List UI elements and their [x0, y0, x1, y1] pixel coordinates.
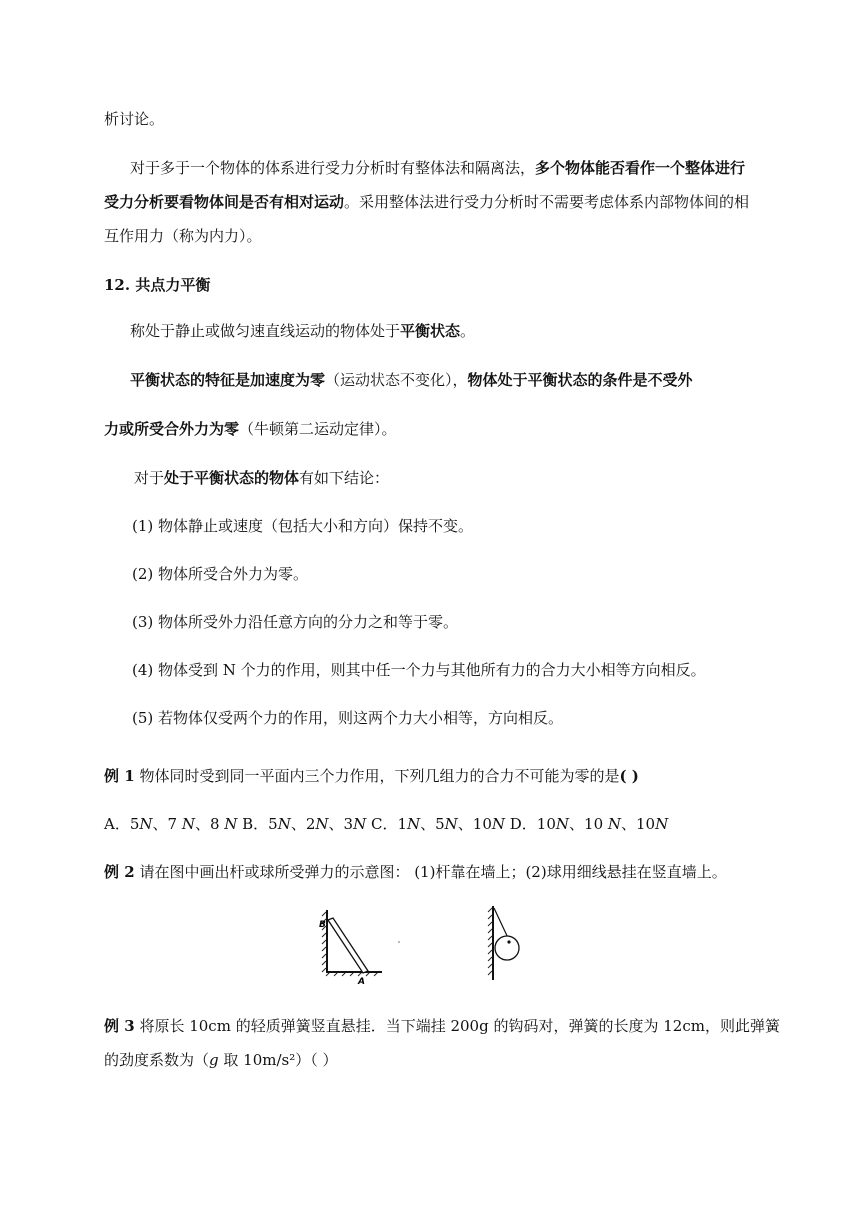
example-3-text: 将原长 10cm 的轻质弹簧竖直悬挂．当下端挂 200g 的钩码对，弹簧的长度为 12cm，则此弹簧 [134, 1017, 780, 1035]
whole-method-line-2 [104, 191, 749, 213]
ball-center [507, 940, 510, 943]
conclusion-item: (3) 物体所受外力沿任意方向的分力之和等于零。 [132, 613, 459, 631]
equilibrium-feature-line-1 [130, 369, 693, 391]
rod [328, 918, 368, 973]
whole-method-emphasis: 多个物体能否看作一个整体进行 [535, 159, 746, 177]
conclusion-item: (2) 物体所受合外力为零。 [132, 565, 309, 583]
example-2-text: 请在图中画出杆或球所受弹力的示意图： (1)杆靠在墙上；(2)球用细线悬挂在竖直墙上。 [134, 863, 727, 881]
whole-method-line-3: 互作用力（称为内力）。 [104, 227, 262, 245]
equilibrium-definition [130, 320, 475, 342]
unit-n: N [607, 815, 622, 833]
option-d-3: 、10 [621, 815, 656, 833]
whole-method-emphasis-2: 受力分析要看物体间是否有相对运动 [104, 193, 345, 211]
conclusion-item: (1) 物体静止或速度（包括大小和方向）保持不变。 [132, 517, 474, 535]
string [494, 908, 509, 940]
example-1-label: 例 1 [104, 767, 135, 785]
option-a-3: 、8 [194, 815, 225, 833]
whole-method-text: 对于多于一个物体的体系进行受力分析时有整体法和隔离法， [130, 159, 536, 177]
example-2-label: 例 2 [104, 863, 135, 881]
conclusion-item: (5) 若物体仅受两个力的作用，则这两个力大小相等，方向相反。 [132, 709, 564, 727]
section-number: 12. [104, 276, 131, 294]
conclusion-intro-c: 有如下结论： [299, 469, 390, 487]
definition-term: 平衡状态 [400, 322, 461, 340]
example-1-options [104, 813, 668, 835]
example-3-text-2a: 的劲度系数为（ [104, 1051, 210, 1069]
option-d-2: 、10 [569, 815, 608, 833]
option-a: A．5 [104, 815, 140, 833]
option-c-3: 、10 [457, 815, 492, 833]
intro-tail: 析讨论。 [104, 110, 165, 128]
example-1 [104, 765, 639, 787]
feature-emphasis-1: 平衡状态的特征是加速度为零 [130, 371, 326, 389]
option-b: B．5 [237, 815, 278, 833]
feature-emphasis-2: 物体处于平衡状态的条件是不受外 [467, 371, 693, 389]
point-a-label: A [358, 977, 365, 986]
example-3-line-1 [104, 1015, 780, 1037]
gravity-symbol: g [209, 1051, 219, 1069]
option-b-2: 、2 [290, 815, 316, 833]
definition-text: 称处于静止或做匀速直线运动的物体处于 [130, 322, 401, 340]
conclusion-intro [134, 467, 389, 489]
option-b-3: 、3 [328, 815, 354, 833]
conclusion-item: (4) 物体受到 N 个力的作用，则其中任一个力与其他所有力的合力大小相等方向相反。 [132, 661, 706, 679]
example-3-text-2b: 取 10m/s²）（ ） [218, 1051, 338, 1069]
example-3-line-2 [104, 1049, 338, 1071]
option-c-2: 、5 [420, 815, 445, 833]
unit-n: N [315, 815, 329, 833]
feature-emphasis-3: 力或所受合外力为零 [104, 420, 240, 438]
whole-method-line-1 [130, 157, 745, 179]
conclusion-intro-emphasis: 处于平衡状态的物体 [164, 469, 300, 487]
unit-n: N [407, 815, 421, 833]
equilibrium-feature-line-2 [104, 418, 397, 440]
unit-n: N [444, 815, 458, 833]
feature-text-2: （牛顿第二运动定律）。 [239, 420, 397, 438]
ball-on-wall-figure [484, 904, 530, 984]
ball [495, 936, 519, 960]
option-c: C．1 [366, 815, 407, 833]
feature-text-1: （运动状态不变化）， [325, 371, 468, 389]
unit-n: N [491, 815, 506, 833]
example-2 [104, 861, 727, 883]
unit-n: N [224, 815, 238, 833]
conclusion-intro-a: 对于 [134, 469, 165, 487]
section-heading [104, 274, 210, 296]
unit-n: N [139, 815, 153, 833]
option-d: D．10 [505, 815, 556, 833]
option-a-2: 、7 [152, 815, 182, 833]
unit-n: N [655, 815, 669, 833]
unit-n: N [181, 815, 195, 833]
example-1-answer-blank: ( ) [619, 767, 639, 785]
wall-hatching-2 [488, 908, 492, 975]
section-title: 共点力平衡 [135, 276, 211, 294]
point-b-label: B [319, 920, 326, 930]
example-1-text: 物体同时受到同一平面内三个力作用，下列几组力的合力不可能为零的是 [134, 767, 620, 785]
definition-end: 。 [460, 322, 476, 340]
figure-dot [398, 941, 400, 943]
rod-against-wall-figure [314, 906, 388, 986]
whole-method-text-2: 。采用整体法进行受力分析时不需要考虑体系内部物体间的相 [344, 193, 750, 211]
unit-n: N [277, 815, 291, 833]
unit-n: N [353, 815, 367, 833]
example-3-label: 例 3 [104, 1017, 135, 1035]
unit-n: N [555, 815, 570, 833]
